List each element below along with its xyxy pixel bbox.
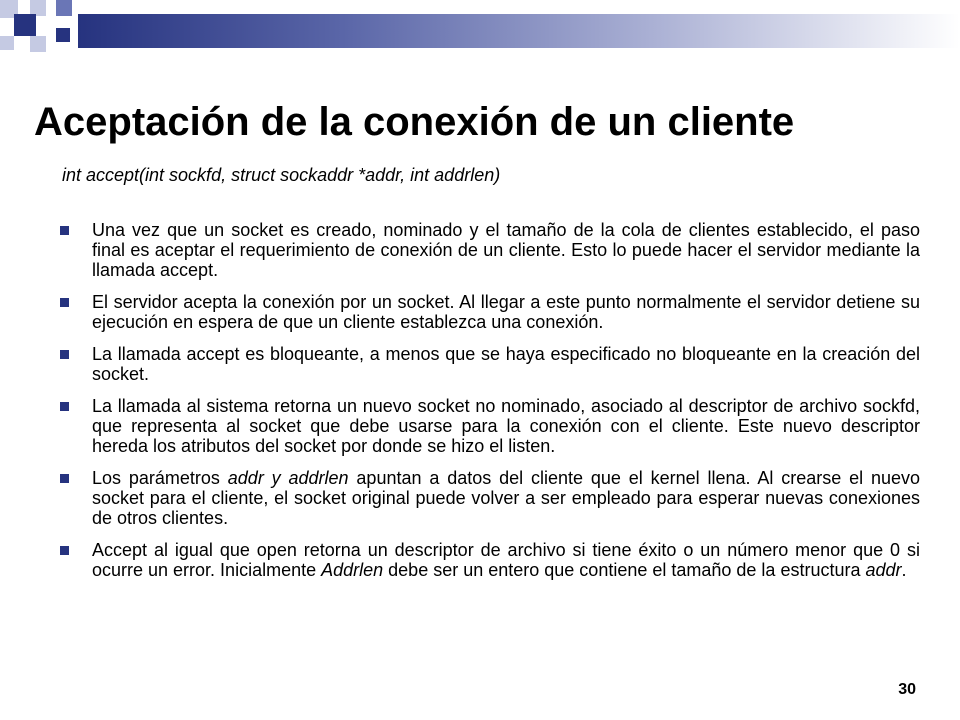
- bullet-item: [60, 396, 920, 456]
- page-number: 30: [898, 681, 916, 698]
- bullet-text: Los parámetros: [92, 468, 228, 488]
- bullet-text: debe ser un entero que contiene el tamaño de la estructura: [383, 560, 866, 580]
- bullet-item: [60, 468, 920, 528]
- square-bullet-icon: [60, 298, 69, 307]
- decor-square: [0, 36, 14, 50]
- square-bullet-icon: [60, 226, 69, 235]
- bullet-item: [60, 344, 920, 384]
- decor-square: [14, 14, 36, 36]
- bullet-text-italic: addr: [865, 560, 902, 580]
- bullet-text: La llamada al sistema retorna un nuevo socket no nominado, asociado al descriptor de archivo sockfd, que representa al socket que debe usarse para la conexión con el cliente. Este nuevo descriptor hereda los atributos del socket por donde se hizo el listen.: [92, 396, 920, 456]
- decor-square: [56, 0, 72, 16]
- bullet-text: Accept al igual que open retorna un descriptor de archivo si tiene éxito o un número menor que 0 si ocurre un error. Inicialmente: [92, 540, 920, 580]
- bullet-item: [60, 220, 920, 280]
- slide-title: Aceptación de la conexión de un cliente: [34, 100, 795, 144]
- bullet-text: .: [901, 560, 907, 580]
- bullet-text: apuntan a datos del cliente que el kernel llena. Al crearse el nuevo socket para el cliente, el socket original puede volver a ser empleado para esperar nuevas conexiones de otros clientes.: [92, 468, 921, 528]
- decor-square: [30, 36, 46, 52]
- bullet-text: Una vez que un socket es creado, nominado y el tamaño de la cola de clientes establecido, el paso final es aceptar el requerimiento de conexión de un cliente. Esto lo puede hacer el servidor mediante la llamada accept.: [92, 220, 920, 280]
- square-bullet-icon: [60, 350, 69, 359]
- square-bullet-icon: [60, 546, 69, 555]
- bullet-list: [60, 220, 920, 592]
- bullet-text: La llamada accept es bloqueante, a menos que se haya especificado no bloqueante en la creación del socket.: [92, 344, 920, 384]
- bullet-text-italic: addr y addrlen: [227, 468, 349, 488]
- header-gradient-bar: [78, 14, 960, 48]
- function-signature: int accept(int sockfd, struct sockaddr *addr, int addrlen): [62, 165, 501, 185]
- bullet-item: [60, 292, 920, 332]
- bullet-text: El servidor acepta la conexión por un socket. Al llegar a este punto normalmente el servidor detiene su ejecución en espera de que un cliente establezca una conexión.: [92, 292, 920, 332]
- square-bullet-icon: [60, 474, 69, 483]
- bullet-text-italic: Addrlen: [321, 560, 384, 580]
- square-bullet-icon: [60, 402, 69, 411]
- bullet-item: [60, 540, 920, 580]
- decor-square: [56, 28, 70, 42]
